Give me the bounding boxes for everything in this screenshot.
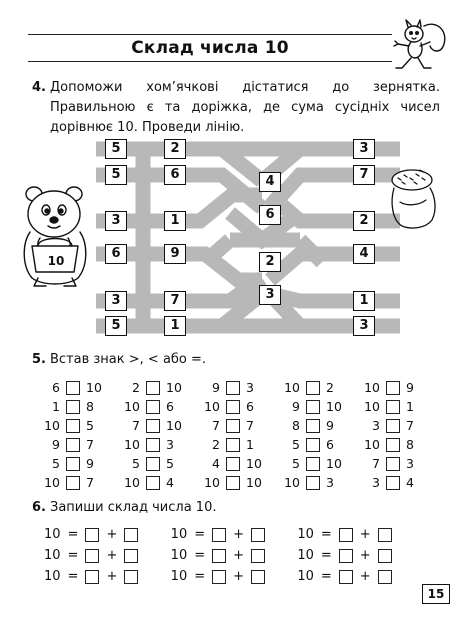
comparison-item (124, 456, 204, 471)
comparison-item (44, 399, 124, 414)
maze-number: 3 (353, 139, 375, 159)
plus-sign: + (106, 527, 118, 542)
maze-number: 4 (259, 172, 281, 192)
addend-box[interactable] (124, 528, 138, 542)
decomposition-item (171, 548, 298, 563)
comparison-sign-box[interactable] (146, 438, 160, 452)
task-4-number: 4. (32, 80, 46, 95)
maze-number: 3 (105, 211, 127, 231)
comparison-right-number: 10 (86, 380, 102, 395)
grain-sack-illustration (388, 166, 438, 230)
comparison-right-number: 3 (246, 380, 254, 395)
decomposition-total: 10 (170, 548, 188, 563)
decomposition-row (44, 524, 424, 545)
comparison-sign-box[interactable] (226, 419, 240, 433)
comparison-right-number: 6 (246, 399, 254, 414)
comparison-left-number: 10 (204, 475, 220, 490)
maze-number: 5 (105, 316, 127, 336)
comparison-sign-box[interactable] (386, 381, 400, 395)
comparison-left-number: 10 (284, 475, 300, 490)
comparison-sign-box[interactable] (386, 419, 400, 433)
equals-sign: = (320, 569, 332, 584)
comparison-item (364, 418, 444, 433)
comparison-sign-box[interactable] (306, 419, 320, 433)
maze-number: 4 (353, 244, 375, 264)
equals-sign: = (320, 548, 332, 563)
decomposition-item (297, 527, 424, 542)
maze-number: 3 (259, 285, 281, 305)
addend-box[interactable] (251, 549, 265, 563)
comparison-sign-box[interactable] (226, 400, 240, 414)
comparison-sign-box[interactable] (226, 457, 240, 471)
comparison-item (284, 399, 364, 414)
maze-number: 7 (164, 291, 186, 311)
comparison-item (284, 456, 364, 471)
comparison-right-number: 5 (166, 456, 174, 471)
maze-number: 1 (164, 211, 186, 231)
equals-sign: = (194, 527, 206, 542)
comparison-left-number: 10 (204, 399, 220, 414)
comparison-sign-box[interactable] (66, 476, 80, 490)
plus-sign: + (233, 569, 245, 584)
comparison-right-number: 5 (86, 418, 94, 433)
comparison-item (204, 380, 284, 395)
comparison-item (284, 418, 364, 433)
comparison-right-number: 3 (326, 475, 334, 490)
addend-box[interactable] (339, 570, 353, 584)
equals-sign: = (67, 548, 79, 563)
maze-number: 2 (353, 211, 375, 231)
maze-number: 6 (164, 165, 186, 185)
decomposition-total: 10 (297, 569, 314, 584)
maze-number: 5 (105, 139, 127, 159)
equals-sign: = (67, 569, 79, 584)
equals-sign: = (194, 569, 206, 584)
title-rule-top (28, 34, 392, 35)
comparison-item (124, 399, 204, 414)
maze-number: 1 (353, 291, 375, 311)
equals-sign: = (67, 527, 79, 542)
comparison-item (364, 437, 444, 452)
plus-sign: + (233, 548, 245, 563)
maze-number: 5 (105, 165, 127, 185)
maze-number: 3 (353, 316, 375, 336)
hamster-basket-label: 10 (47, 254, 65, 268)
plus-sign: + (359, 569, 371, 584)
comparison-item (204, 456, 284, 471)
maze-number: 2 (259, 252, 281, 272)
addend-box[interactable] (378, 549, 392, 563)
comparison-sign-box[interactable] (306, 457, 320, 471)
addend-box[interactable] (124, 570, 138, 584)
task-5-number: 5. (32, 352, 46, 367)
comparison-left-number: 10 (44, 475, 60, 490)
comparison-left-number: 10 (44, 418, 60, 433)
page-title-block (28, 34, 392, 62)
addend-box[interactable] (85, 549, 99, 563)
comparison-right-number: 6 (326, 437, 334, 452)
comparison-sign-box[interactable] (226, 438, 240, 452)
page-number: 15 (422, 584, 450, 604)
hamster-illustration (18, 180, 96, 290)
addend-box[interactable] (212, 570, 226, 584)
comparison-left-number: 10 (364, 399, 380, 414)
addend-box[interactable] (212, 549, 226, 563)
comparison-left-number: 10 (124, 437, 140, 452)
comparison-item (284, 380, 364, 395)
comparison-grid (44, 378, 444, 492)
comparison-sign-box[interactable] (306, 381, 320, 395)
comparison-item (124, 380, 204, 395)
comparison-item (204, 437, 284, 452)
comparison-right-number: 1 (246, 437, 254, 452)
task-6-number: 6. (32, 500, 46, 515)
decomposition-item (44, 569, 171, 584)
plus-sign: + (233, 527, 245, 542)
comparison-left-number: 10 (284, 380, 300, 395)
addend-box[interactable] (251, 570, 265, 584)
comparison-row (44, 397, 444, 416)
comparison-right-number: 7 (246, 418, 254, 433)
comparison-sign-box[interactable] (146, 476, 160, 490)
comparison-item (364, 399, 444, 414)
comparison-left-number: 3 (372, 475, 380, 490)
comparison-right-number: 9 (406, 380, 414, 395)
maze-number: 6 (259, 205, 281, 225)
comparison-right-number: 10 (246, 456, 262, 471)
comparison-item (44, 418, 124, 433)
comparison-item (124, 418, 204, 433)
maze-number: 7 (353, 165, 375, 185)
comparison-left-number: 9 (292, 399, 300, 414)
comparison-right-number: 10 (326, 399, 342, 414)
comparison-right-number: 10 (326, 456, 342, 471)
comparison-sign-box[interactable] (306, 476, 320, 490)
maze-number: 1 (164, 316, 186, 336)
comparison-item (364, 475, 444, 490)
comparison-left-number: 5 (132, 456, 140, 471)
comparison-sign-box[interactable] (226, 476, 240, 490)
comparison-sign-box[interactable] (386, 438, 400, 452)
comparison-sign-box[interactable] (66, 400, 80, 414)
comparison-right-number: 1 (406, 399, 414, 414)
decomposition-item (171, 569, 298, 584)
comparison-sign-box[interactable] (306, 400, 320, 414)
comparison-right-number: 8 (86, 399, 94, 414)
task-4-text: Допоможи хом’ячкові дістатися до зернятка. Правильною є та доріжка, де сума сусідніх чисел дорівнює 10. Проведи лінію. (50, 80, 440, 135)
comparison-left-number: 7 (212, 418, 220, 433)
comparison-sign-box[interactable] (66, 457, 80, 471)
decomposition-item (44, 548, 171, 563)
addend-box[interactable] (339, 528, 353, 542)
comparison-row (44, 416, 444, 435)
comparison-item (124, 475, 204, 490)
comparison-sign-box[interactable] (66, 438, 80, 452)
comparison-sign-box[interactable] (386, 400, 400, 414)
comparison-item (44, 456, 124, 471)
decomposition-total: 10 (170, 569, 188, 584)
comparison-item (44, 380, 124, 395)
comparison-item (44, 437, 124, 452)
comparison-sign-box[interactable] (226, 381, 240, 395)
addend-box[interactable] (378, 528, 392, 542)
comparison-left-number: 7 (132, 418, 140, 433)
comparison-right-number: 9 (326, 418, 334, 433)
addend-box[interactable] (85, 528, 99, 542)
comparison-right-number: 3 (166, 437, 174, 452)
comparison-right-number: 7 (86, 437, 94, 452)
comparison-item (364, 456, 444, 471)
plus-sign: + (106, 569, 118, 584)
comparison-sign-box[interactable] (146, 381, 160, 395)
addend-box[interactable] (339, 549, 353, 563)
addend-box[interactable] (85, 570, 99, 584)
comparison-item (204, 475, 284, 490)
comparison-row (44, 473, 444, 492)
comparison-right-number: 10 (166, 380, 182, 395)
comparison-item (44, 475, 124, 490)
comparison-item (124, 437, 204, 452)
task-6-text: Запиши склад числа 10. (50, 500, 217, 515)
comparison-right-number: 8 (406, 437, 414, 452)
comparison-right-number: 6 (166, 399, 174, 414)
comparison-left-number: 9 (212, 380, 220, 395)
comparison-item (284, 437, 364, 452)
comparison-left-number: 10 (364, 437, 380, 452)
comparison-sign-box[interactable] (386, 476, 400, 490)
comparison-left-number: 8 (292, 418, 300, 433)
comparison-left-number: 9 (52, 437, 60, 452)
comparison-sign-box[interactable] (66, 381, 80, 395)
comparison-right-number: 4 (166, 475, 174, 490)
comparison-sign-box[interactable] (306, 438, 320, 452)
comparison-right-number: 3 (406, 456, 414, 471)
comparison-right-number: 7 (86, 475, 94, 490)
comparison-left-number: 6 (52, 380, 60, 395)
comparison-right-number: 4 (406, 475, 414, 490)
comparison-left-number: 5 (292, 456, 300, 471)
decomposition-total: 10 (297, 527, 314, 542)
maze-number: 3 (105, 291, 127, 311)
decomposition-total: 10 (170, 527, 188, 542)
comparison-item (204, 418, 284, 433)
equals-sign: = (194, 548, 206, 563)
plus-sign: + (359, 527, 371, 542)
squirrel-illustration (384, 18, 450, 74)
decomposition-row (44, 566, 424, 587)
decomposition-total: 10 (44, 548, 61, 563)
comparison-right-number: 10 (166, 418, 182, 433)
comparison-left-number: 7 (372, 456, 380, 471)
comparison-left-number: 4 (212, 456, 220, 471)
comparison-left-number: 3 (372, 418, 380, 433)
comparison-sign-box[interactable] (146, 457, 160, 471)
decomposition-item (297, 569, 424, 584)
addend-box[interactable] (378, 570, 392, 584)
addend-box[interactable] (212, 528, 226, 542)
comparison-sign-box[interactable] (146, 400, 160, 414)
maze-number: 9 (164, 244, 186, 264)
equals-sign: = (320, 527, 332, 542)
comparison-sign-box[interactable] (146, 419, 160, 433)
maze-number: 2 (164, 139, 186, 159)
comparison-left-number: 10 (364, 380, 380, 395)
page-title: Склад числа 10 (131, 38, 289, 58)
decomposition-item (171, 527, 298, 542)
decomposition-total: 10 (44, 569, 61, 584)
decomposition-grid (44, 524, 424, 587)
maze-number: 6 (105, 244, 127, 264)
comparison-right-number: 10 (246, 475, 262, 490)
comparison-right-number: 9 (86, 456, 94, 471)
comparison-left-number: 5 (292, 437, 300, 452)
comparison-row (44, 378, 444, 397)
plus-sign: + (359, 548, 371, 563)
comparison-left-number: 2 (212, 437, 220, 452)
addend-box[interactable] (124, 549, 138, 563)
comparison-right-number: 2 (326, 380, 334, 395)
comparison-item (204, 399, 284, 414)
comparison-right-number: 7 (406, 418, 414, 433)
title-rule-bottom (28, 61, 392, 62)
plus-sign: + (106, 548, 118, 563)
comparison-sign-box[interactable] (386, 457, 400, 471)
comparison-left-number: 2 (132, 380, 140, 395)
decomposition-total: 10 (297, 548, 314, 563)
comparison-row (44, 435, 444, 454)
comparison-sign-box[interactable] (66, 419, 80, 433)
comparison-left-number: 10 (124, 475, 140, 490)
comparison-item (364, 380, 444, 395)
comparison-item (284, 475, 364, 490)
decomposition-item (297, 548, 424, 563)
decomposition-row (44, 545, 424, 566)
comparison-row (44, 454, 444, 473)
comparison-left-number: 10 (124, 399, 140, 414)
decomposition-total: 10 (44, 527, 61, 542)
task-5-text: Встав знак >, < або =. (50, 352, 207, 367)
comparison-left-number: 5 (52, 456, 60, 471)
addend-box[interactable] (251, 528, 265, 542)
comparison-left-number: 1 (52, 399, 60, 414)
decomposition-item (44, 527, 171, 542)
